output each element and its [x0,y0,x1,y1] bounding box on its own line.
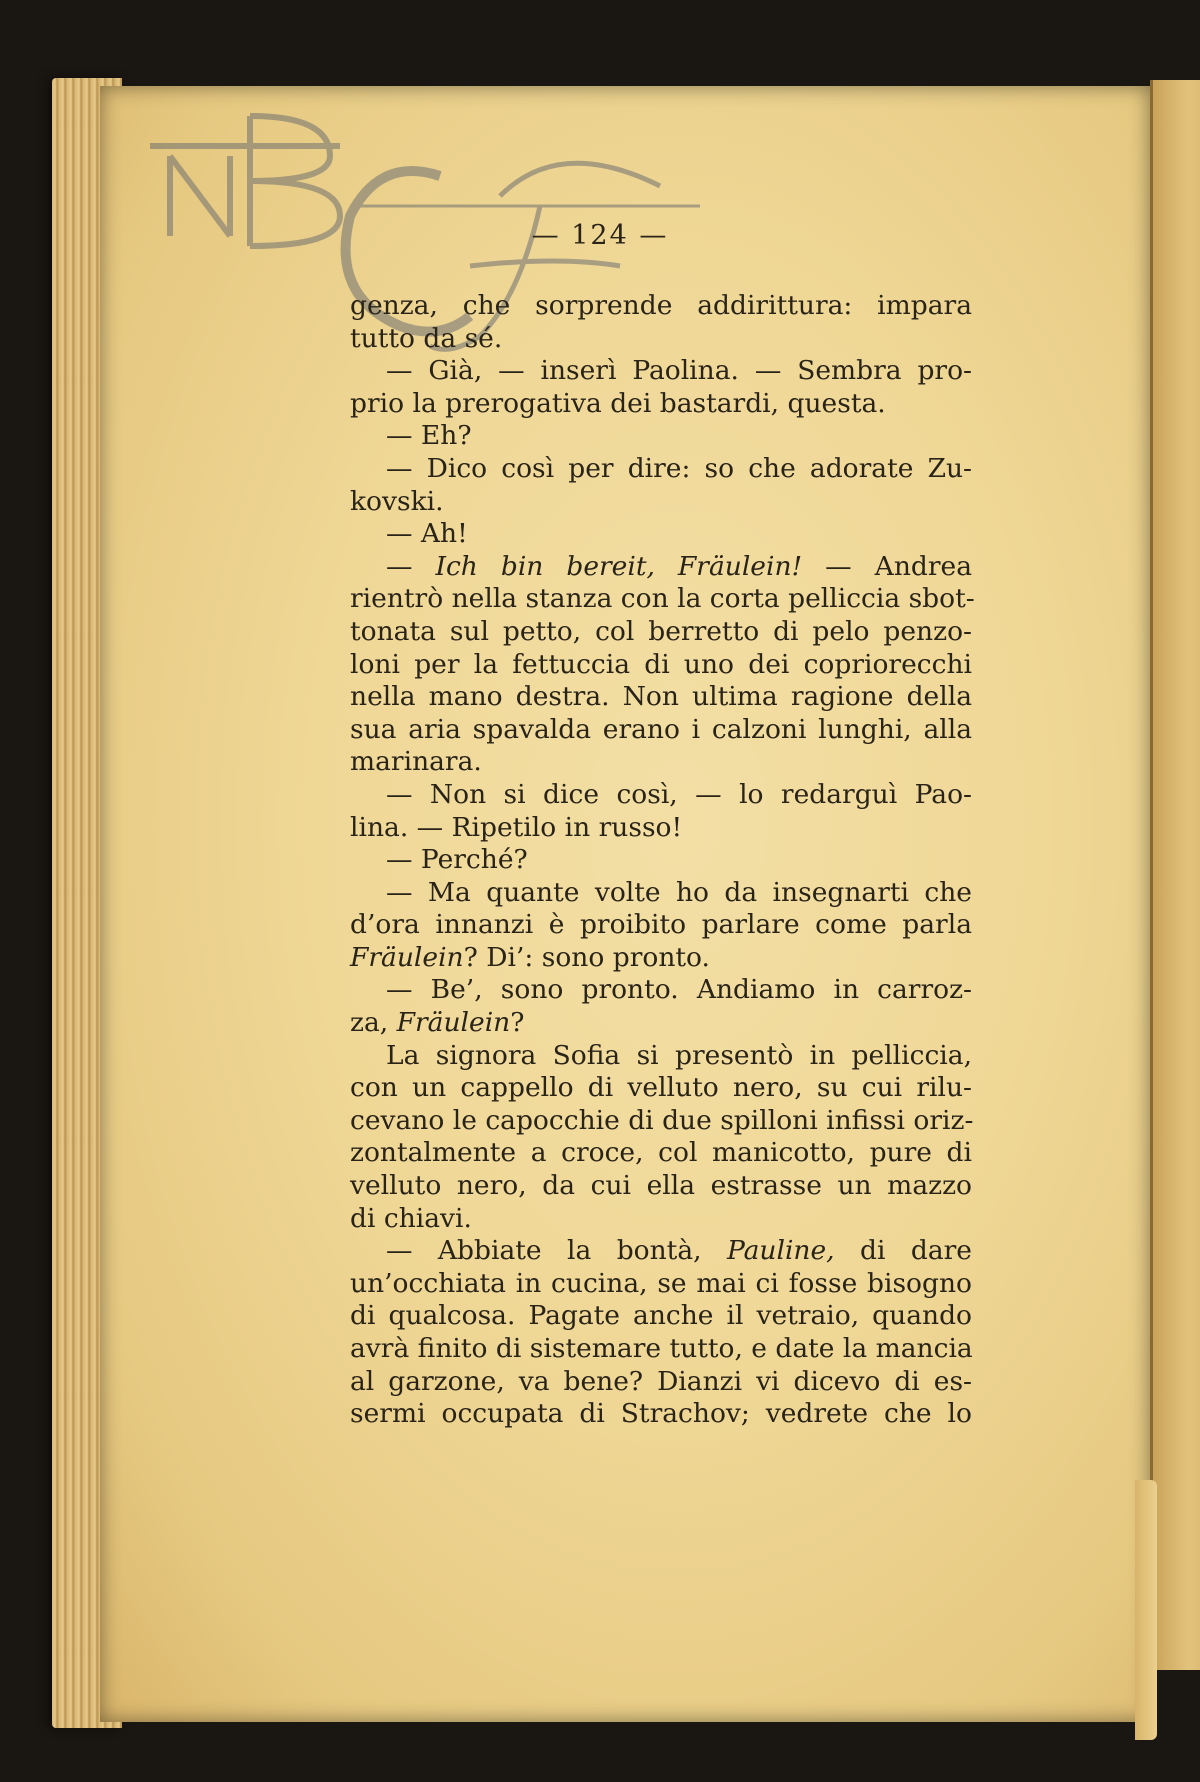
text-line: avrà finito di sistemare tutto, e date la mancia [350,1333,973,1364]
text-segment: za, [350,1007,397,1039]
text-line: un’occhiata in cucina, se mai ci fosse bisogno [350,1267,972,1299]
text-segment: di dare [834,1235,972,1267]
text-line: rientrò nella stanza con la corta pelliccia sbot- [350,583,975,615]
text-line: marinara. [350,746,482,778]
text-line: zontalmente a croce, col manicotto, pure di [350,1137,972,1169]
text-line: loni per la fettuccia di uno dei copriorecchi [350,648,972,680]
text-line: — Ma quante volte ho da insegnarti che [386,876,972,908]
text-line [350,1007,972,1040]
text-line [350,942,972,975]
next-page-edge [1150,80,1200,1670]
text-line: — Be’, sono pronto. Andiamo in carroz- [386,974,972,1006]
text-line: tonata sul petto, col berretto di pelo penzo- [350,615,972,647]
body-text [350,290,975,1431]
text-line: La signora Sofia si presentò in pelliccia, [386,1039,972,1071]
text-line: — Ah! [386,518,468,550]
text-line: genza, che sorprende addirittura: impara [350,290,972,321]
torn-page-corner [1135,1480,1157,1740]
text-line: — Non si dice così, — lo redarguì Pao- [386,778,972,810]
text-line: tutto da sé. [350,322,503,354]
italic-phrase: Pauline, [726,1235,835,1267]
text-line: — Già, — inserì Paolina. — Sembra pro- [386,355,972,387]
text-line: kovski. [350,485,444,517]
text-segment: — [386,550,436,582]
text-line: di qualcosa. Pagate anche il vetraio, quando [350,1300,972,1332]
text-segment: ? [510,1007,525,1039]
text-line: prio la prerogativa dei bastardi, questa. [350,387,886,419]
italic-phrase: Fräulein [350,941,464,973]
text-line: nella mano destra. Non ultima ragione della [350,681,972,713]
text-line: sua aria spavalda erano i calzoni lunghi, alla [350,713,972,745]
italic-phrase: Fräulein [396,1007,511,1039]
text-segment: — Abbiate la bontà, [386,1235,727,1267]
text-line: al garzone, va bene? Dianzi vi dicevo di es- [350,1365,972,1397]
text-line: — Dico così per dire: so che adorate Zu- [386,452,972,484]
text-line [350,551,972,584]
text-segment: ? Di’: sono pronto. [463,941,710,973]
text-segment: — Andrea [802,550,972,582]
text-line: sermi occupata di Strachov; vedrete che lo [350,1398,972,1430]
page-number: — 124 — [531,220,669,251]
text-line: — Perché? [386,844,528,876]
text-line: cevano le capocchie di due spilloni infissi oriz- [350,1104,974,1136]
italic-phrase: Ich bin bereit, Fräulein! [435,550,803,582]
text-line: di chiavi. [350,1202,472,1234]
text-line: con un cappello di velluto nero, su cui rilu- [350,1072,972,1104]
text-line: d’ora innanzi è proibito parlare come parla [350,909,972,941]
text-line [350,1235,972,1268]
text-line: lina. — Ripetilo in russo! [350,811,683,843]
text-line: — Eh? [386,420,472,452]
text-line: velluto nero, da cui ella estrasse un mazzo [350,1170,972,1202]
